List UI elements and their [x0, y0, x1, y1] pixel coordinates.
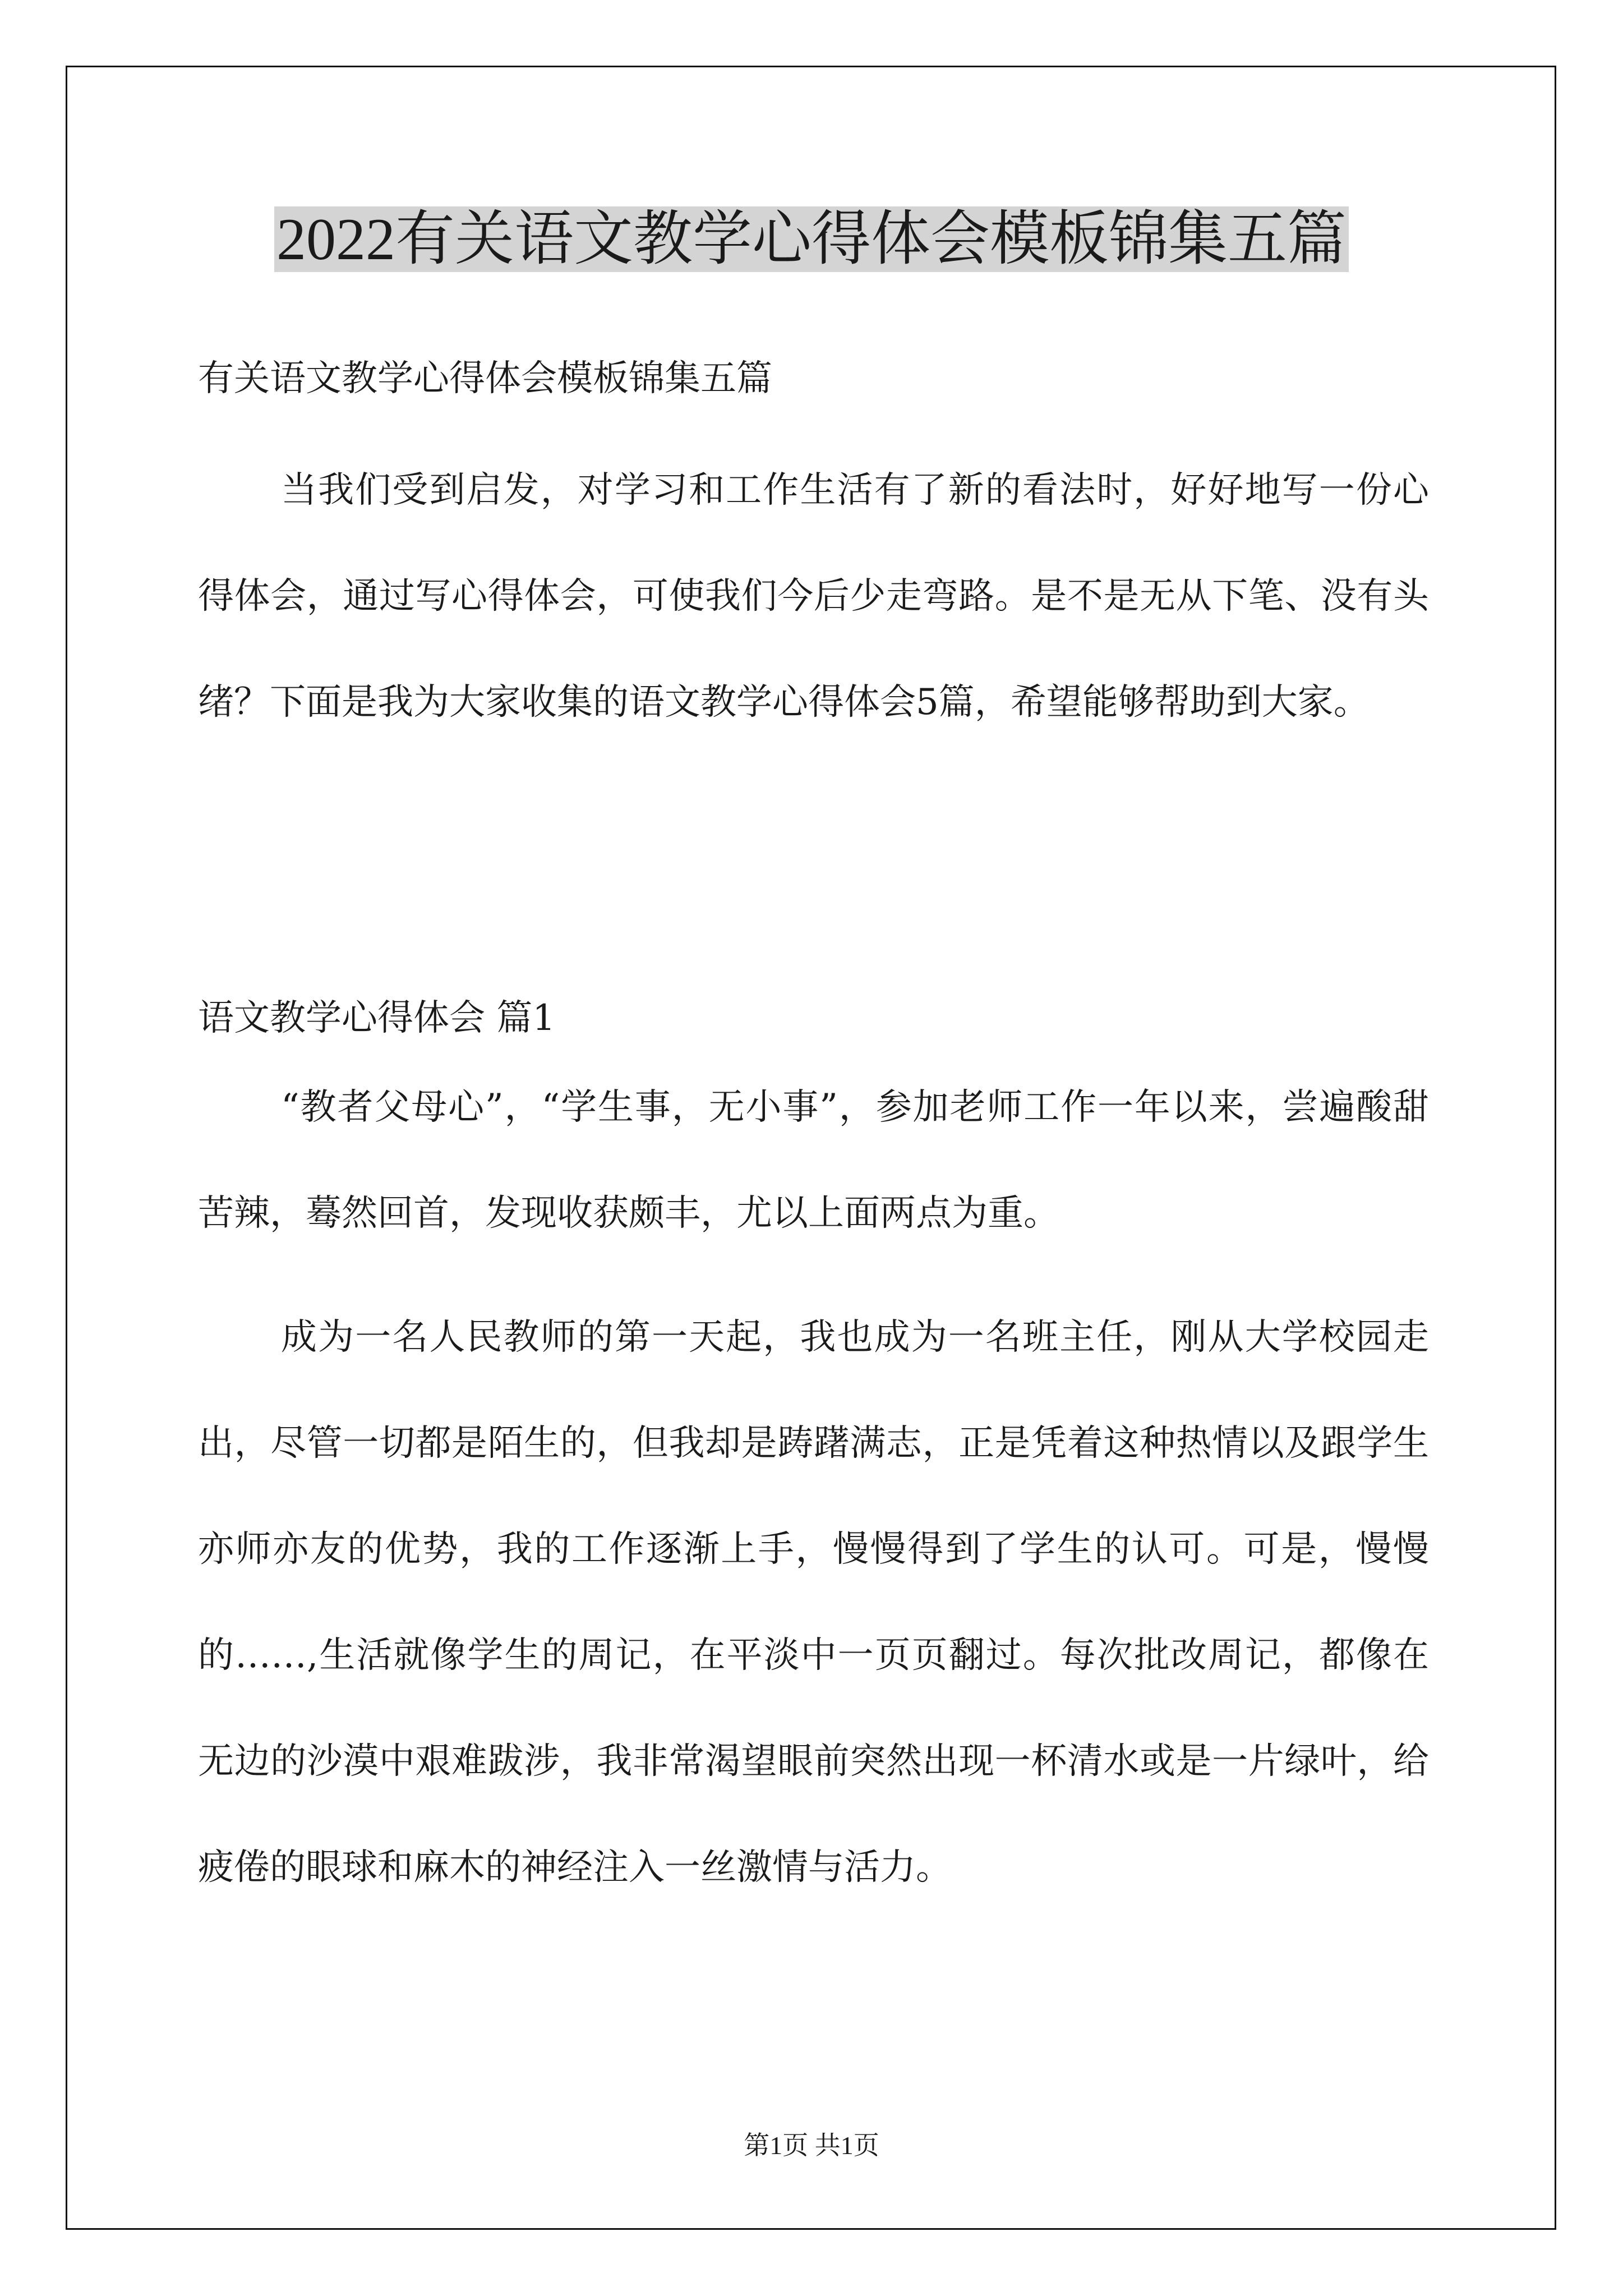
intro-paragraph: 当我们受到启发，对学习和工作生活有了新的看法时，好好地写一份心得体会，通过写心得体会，可使我们今后少走弯路。是不是无从下笔、没有头绪？下面是我为大家收集的语文教学心得体会5篇，希望能够帮助到大家。: [198, 470, 1429, 723]
document-subtitle: 有关语文教学心得体会模板锦集五篇: [198, 358, 772, 399]
body-paragraph: “教者父母心”，“学生事，无小事”，参加老师工作一年以来，尝遍酸甜苦辣，蓦然回首，发现收获颇丰，尤以上面两点为重。: [198, 1087, 1429, 1234]
page-footer: 第1页 共1页: [744, 2131, 879, 2160]
document-title-text: 2022有关语文教学心得体会模板锦集五篇: [274, 206, 1349, 272]
section-heading: 语文教学心得体会 篇1: [198, 997, 556, 1039]
body-paragraph: 成为一名人民教师的第一天起，我也成为一名班主任，刚从大学校园走出，尽管一切都是陌生的，但我却是踌躇满志，正是凭着这种热情以及跟学生亦师亦友的优势，我的工作逐渐上手，慢慢得到了学生的认可。可是，慢慢的……,生活就像学生的周记，在平淡中一页页翻过。每次批改周记，都像在无边的沙漠中艰难跋涉，我非常渴望眼前突然出现一杯清水或是一片绿叶，给疲倦的眼球和麻木的神经注入一丝激情与活力。: [198, 1317, 1429, 1888]
document-title: [0, 197, 1623, 282]
